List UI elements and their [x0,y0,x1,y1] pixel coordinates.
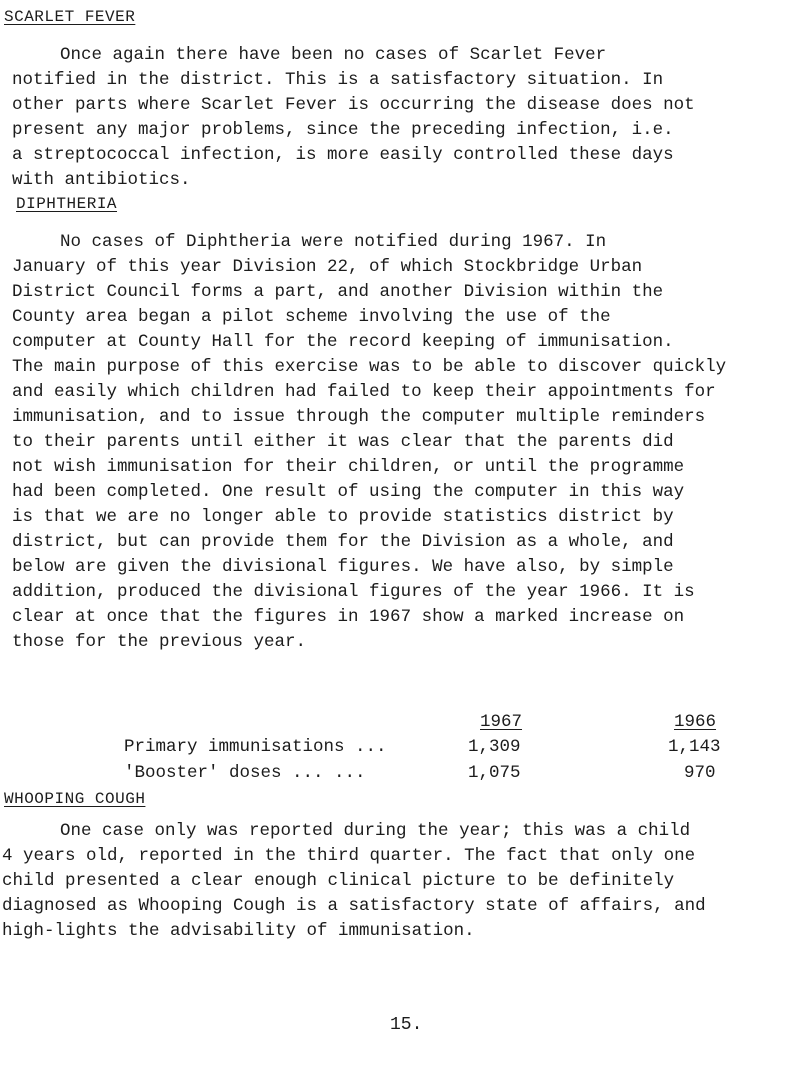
text-line: district, but can provide them for the Division as a whole, and [12,532,674,552]
text-line: 4 years old, reported in the third quarter. The fact that only one [2,846,696,866]
heading-scarlet-fever: SCARLET FEVER [4,8,136,26]
text-line: addition, produced the divisional figures of the year 1966. It is [12,582,695,602]
text-line: a streptococcal infection, is more easily controlled these days [12,145,674,165]
row-label-primary: Primary immunisations ... [124,737,387,757]
column-header-1967: 1967 [480,712,523,732]
text-line: and easily which children had failed to keep their appointments for [12,382,716,402]
text-line: One case only was reported during the year; this was a child [60,821,691,841]
page-number: 15. [390,1015,423,1035]
cell-primary-1967: 1,309 [468,737,521,757]
text-line: January of this year Division 22, of which Stockbridge Urban [12,257,643,277]
cell-booster-1966: 970 [684,763,716,783]
text-line: to their parents until either it was clear that the parents did [12,432,674,452]
text-line: Once again there have been no cases of Scarlet Fever [60,45,607,65]
row-label-booster: 'Booster' doses ... ... [124,763,366,783]
column-header-1966: 1966 [674,712,717,732]
text-line: notified in the district. This is a satisfactory situation. In [12,70,664,90]
text-line: had been completed. One result of using the computer in this way [12,482,685,502]
cell-booster-1967: 1,075 [468,763,521,783]
text-line: other parts where Scarlet Fever is occurring the disease does not [12,95,695,115]
heading-whooping-cough: WHOOPING COUGH [4,790,146,808]
text-line: immunisation, and to issue through the computer multiple reminders [12,407,706,427]
paragraph-whooping-cough [2,819,706,944]
text-line: is that we are no longer able to provide statistics district by [12,507,674,527]
text-line: those for the previous year. [12,632,307,652]
text-line: with antibiotics. [12,170,191,190]
text-line: high-lights the advisability of immunisation. [2,921,475,941]
heading-diphtheria: DIPHTHERIA [16,195,118,213]
text-line: No cases of Diphtheria were notified during 1967. In [60,232,607,252]
paragraph-scarlet-fever [12,43,695,193]
text-line: diagnosed as Whooping Cough is a satisfactory state of affairs, and [2,896,706,916]
text-line: clear at once that the figures in 1967 show a marked increase on [12,607,685,627]
text-line: child presented a clear enough clinical picture to be definitely [2,871,675,891]
immunisation-table [0,710,801,800]
text-line: present any major problems, since the preceding infection, i.e. [12,120,674,140]
paragraph-diphtheria [12,230,726,655]
text-line: District Council forms a part, and another Division within the [12,282,664,302]
cell-primary-1966: 1,143 [668,737,721,757]
text-line: computer at County Hall for the record keeping of immunisation. [12,332,674,352]
text-line: The main purpose of this exercise was to be able to discover quickly [12,357,727,377]
text-line: below are given the divisional figures. We have also, by simple [12,557,674,577]
text-line: not wish immunisation for their children, or until the programme [12,457,685,477]
text-line: County area began a pilot scheme involving the use of the [12,307,611,327]
